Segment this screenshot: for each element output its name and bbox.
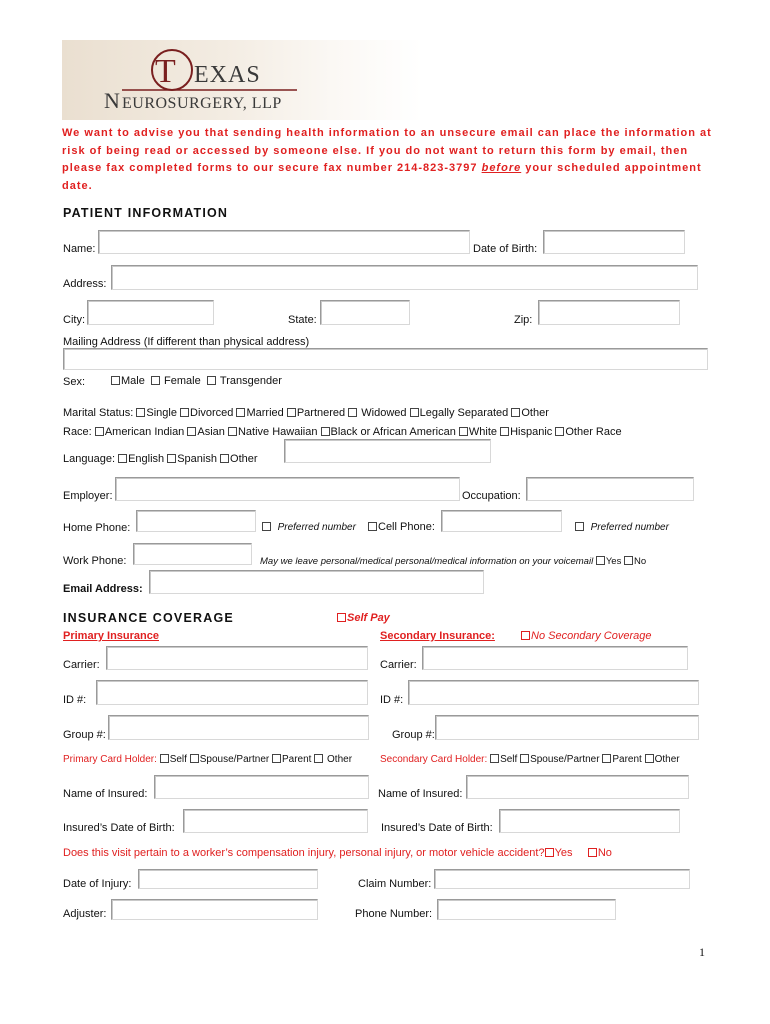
sex-label: Sex: bbox=[63, 376, 86, 388]
city-label: City: bbox=[63, 314, 85, 326]
secondary-insured-dob-label: Insured’s Date of Birth: bbox=[381, 822, 493, 834]
secondary-carrier-label: Carrier: bbox=[380, 659, 417, 671]
work-phone-label: Work Phone: bbox=[63, 555, 127, 567]
marital-other-checkbox[interactable] bbox=[511, 408, 520, 417]
language-label: Language: bbox=[63, 453, 115, 465]
secondary-card-holder-row: Secondary Card Holder: Self Spouse/Partner Parent Other bbox=[380, 754, 680, 765]
marital-legally-separated-checkbox[interactable] bbox=[410, 408, 419, 417]
secondary-insurance-heading: Secondary Insurance: bbox=[380, 630, 495, 642]
work-phone-field[interactable] bbox=[133, 543, 252, 565]
state-field[interactable] bbox=[320, 300, 410, 325]
marital-married-checkbox[interactable] bbox=[236, 408, 245, 417]
claim-number-label: Claim Number: bbox=[358, 878, 432, 890]
date-of-injury-field[interactable] bbox=[138, 869, 318, 889]
cell-preferred-number: Preferred number bbox=[575, 522, 669, 533]
home-phone-label: Home Phone: bbox=[63, 522, 131, 534]
voicemail-yes-checkbox[interactable] bbox=[596, 556, 605, 565]
occupation-label: Occupation: bbox=[462, 490, 521, 502]
primary-id-label: ID #: bbox=[63, 694, 87, 706]
primary-group-label: Group #: bbox=[63, 729, 106, 741]
injury-yes-checkbox[interactable] bbox=[545, 848, 554, 857]
dob-label: Date of Birth: bbox=[473, 243, 538, 255]
injury-question: Does this visit pertain to a worker’s compensation injury, personal injury, or motor vehicle accident? Yes No bbox=[63, 847, 612, 859]
cell-phone-field[interactable] bbox=[441, 510, 562, 532]
svg-text:EXAS: EXAS bbox=[194, 62, 261, 88]
race-hispanic-checkbox[interactable] bbox=[500, 427, 509, 436]
adjuster-field[interactable] bbox=[111, 899, 318, 920]
svg-text:T: T bbox=[155, 53, 176, 90]
insurance-coverage-heading: INSURANCE COVERAGE bbox=[63, 611, 234, 625]
marital-widowed-checkbox[interactable] bbox=[348, 408, 357, 417]
race-native-hawaiian-checkbox[interactable] bbox=[228, 427, 237, 436]
race-white-checkbox[interactable] bbox=[459, 427, 468, 436]
self-pay: Self Pay bbox=[337, 612, 390, 624]
sex-transgender-checkbox[interactable] bbox=[207, 376, 216, 385]
primary-carrier-label: Carrier: bbox=[63, 659, 100, 671]
cell-preferred-checkbox[interactable] bbox=[575, 522, 584, 531]
race-row: Race: American Indian Asian Native Hawaiian Black or African American White Hispanic Other Race bbox=[63, 426, 622, 438]
language-english-checkbox[interactable] bbox=[118, 454, 127, 463]
primary-group-field[interactable] bbox=[108, 715, 369, 740]
language-other-checkbox[interactable] bbox=[220, 454, 229, 463]
no-secondary-coverage-checkbox[interactable] bbox=[521, 631, 530, 640]
name-field[interactable] bbox=[98, 230, 470, 254]
phone-number-field[interactable] bbox=[437, 899, 616, 920]
address-label: Address: bbox=[63, 278, 107, 290]
marital-status-row: Marital Status: Single Divorced Married Partnered Widowed Legally Separated Other bbox=[63, 407, 549, 419]
primary-id-field[interactable] bbox=[96, 680, 368, 705]
occupation-field[interactable] bbox=[526, 477, 694, 501]
primary-card-holder-label: Primary Card Holder: bbox=[63, 754, 157, 765]
secondary-id-label: ID #: bbox=[380, 694, 404, 706]
primary-holder-parent-checkbox[interactable] bbox=[272, 754, 281, 763]
race-other-checkbox[interactable] bbox=[555, 427, 564, 436]
address-field[interactable] bbox=[111, 265, 698, 290]
secondary-group-field[interactable] bbox=[435, 715, 699, 740]
primary-insured-dob-field[interactable] bbox=[183, 809, 368, 833]
race-asian-checkbox[interactable] bbox=[187, 427, 196, 436]
primary-name-insured-label: Name of Insured: bbox=[63, 788, 148, 800]
marital-status-label: Marital Status: bbox=[63, 407, 134, 419]
race-american-indian-checkbox[interactable] bbox=[95, 427, 104, 436]
injury-no-checkbox[interactable] bbox=[588, 848, 597, 857]
home-preferred-number: Preferred number bbox=[262, 522, 356, 533]
secondary-group-label: Group #: bbox=[392, 729, 435, 741]
page-number: 1 bbox=[699, 945, 705, 959]
race-label: Race: bbox=[63, 426, 92, 438]
state-label: State: bbox=[288, 314, 317, 326]
claim-number-field[interactable] bbox=[434, 869, 690, 889]
cell-phone-label: Cell Phone: bbox=[368, 521, 435, 533]
race-black-checkbox[interactable] bbox=[321, 427, 330, 436]
primary-holder-other-checkbox[interactable] bbox=[314, 754, 323, 763]
sex-male-checkbox[interactable] bbox=[111, 376, 120, 385]
sex-options: Male Female Transgender bbox=[111, 375, 282, 387]
primary-holder-spouse-checkbox[interactable] bbox=[190, 754, 199, 763]
voicemail-question: May we leave personal/medical personal/medical information on your voicemail Yes No bbox=[260, 556, 647, 567]
svg-text:N: N bbox=[104, 88, 120, 113]
secondary-name-insured-label: Name of Insured: bbox=[378, 788, 463, 800]
mailing-address-field[interactable] bbox=[63, 348, 708, 370]
secondary-holder-spouse-checkbox[interactable] bbox=[520, 754, 529, 763]
primary-holder-self-checkbox[interactable] bbox=[160, 754, 169, 763]
self-pay-checkbox[interactable] bbox=[337, 613, 346, 622]
home-phone-field[interactable] bbox=[136, 510, 256, 532]
secondary-card-holder-label: Secondary Card Holder: bbox=[380, 754, 488, 765]
marital-partnered-checkbox[interactable] bbox=[287, 408, 296, 417]
privacy-notice: We want to advise you that sending health information to an unsecure email can place the information at risk of being read or accessed by someone else. If you do not want to return this form by email, then please fax completed forms to our secure fax number 214-823-3797 before your scheduled appointment date. bbox=[62, 127, 712, 192]
city-field[interactable] bbox=[87, 300, 214, 325]
date-of-injury-label: Date of Injury: bbox=[63, 878, 132, 890]
language-spanish-checkbox[interactable] bbox=[167, 454, 176, 463]
primary-carrier-field[interactable] bbox=[106, 646, 368, 670]
phone-number-label: Phone Number: bbox=[355, 908, 433, 920]
dob-field[interactable] bbox=[543, 230, 685, 254]
secondary-holder-other-checkbox[interactable] bbox=[645, 754, 654, 763]
email-field[interactable] bbox=[149, 570, 484, 594]
mailing-address-label: Mailing Address (If different than physical address) bbox=[63, 336, 310, 348]
secondary-holder-self-checkbox[interactable] bbox=[490, 754, 499, 763]
primary-name-insured-field[interactable] bbox=[154, 775, 369, 799]
svg-text:EUROSURGERY, LLP: EUROSURGERY, LLP bbox=[122, 95, 282, 112]
secondary-id-field[interactable] bbox=[408, 680, 699, 705]
texas-neurosurgery-logo-icon bbox=[62, 40, 422, 120]
secondary-name-insured-field[interactable] bbox=[466, 775, 689, 799]
employer-label: Employer: bbox=[63, 490, 113, 502]
marital-single-checkbox[interactable] bbox=[136, 408, 145, 417]
voicemail-no-checkbox[interactable] bbox=[624, 556, 633, 565]
zip-field[interactable] bbox=[538, 300, 680, 325]
sex-female-checkbox[interactable] bbox=[151, 376, 160, 385]
secondary-holder-parent-checkbox[interactable] bbox=[602, 754, 611, 763]
patient-information-heading: PATIENT INFORMATION bbox=[63, 206, 229, 220]
secondary-insured-dob-field[interactable] bbox=[499, 809, 680, 833]
marital-divorced-checkbox[interactable] bbox=[180, 408, 189, 417]
cell-phone-checkbox[interactable] bbox=[368, 522, 377, 531]
name-label: Name: bbox=[63, 243, 96, 255]
employer-field[interactable] bbox=[115, 477, 460, 501]
secondary-carrier-field[interactable] bbox=[422, 646, 688, 670]
zip-label: Zip: bbox=[514, 314, 533, 326]
home-preferred-checkbox[interactable] bbox=[262, 522, 271, 531]
language-row: Language: English Spanish Other bbox=[63, 453, 258, 465]
primary-insured-dob-label: Insured’s Date of Birth: bbox=[63, 822, 175, 834]
email-label: Email Address: bbox=[63, 583, 143, 595]
no-secondary-coverage: No Secondary Coverage bbox=[521, 630, 651, 642]
primary-card-holder-row: Primary Card Holder: Self Spouse/Partner Parent Other bbox=[63, 754, 353, 765]
primary-insurance-heading: Primary Insurance bbox=[63, 630, 159, 642]
language-other-field[interactable] bbox=[284, 439, 491, 463]
adjuster-label: Adjuster: bbox=[63, 908, 107, 920]
logo bbox=[62, 40, 422, 120]
